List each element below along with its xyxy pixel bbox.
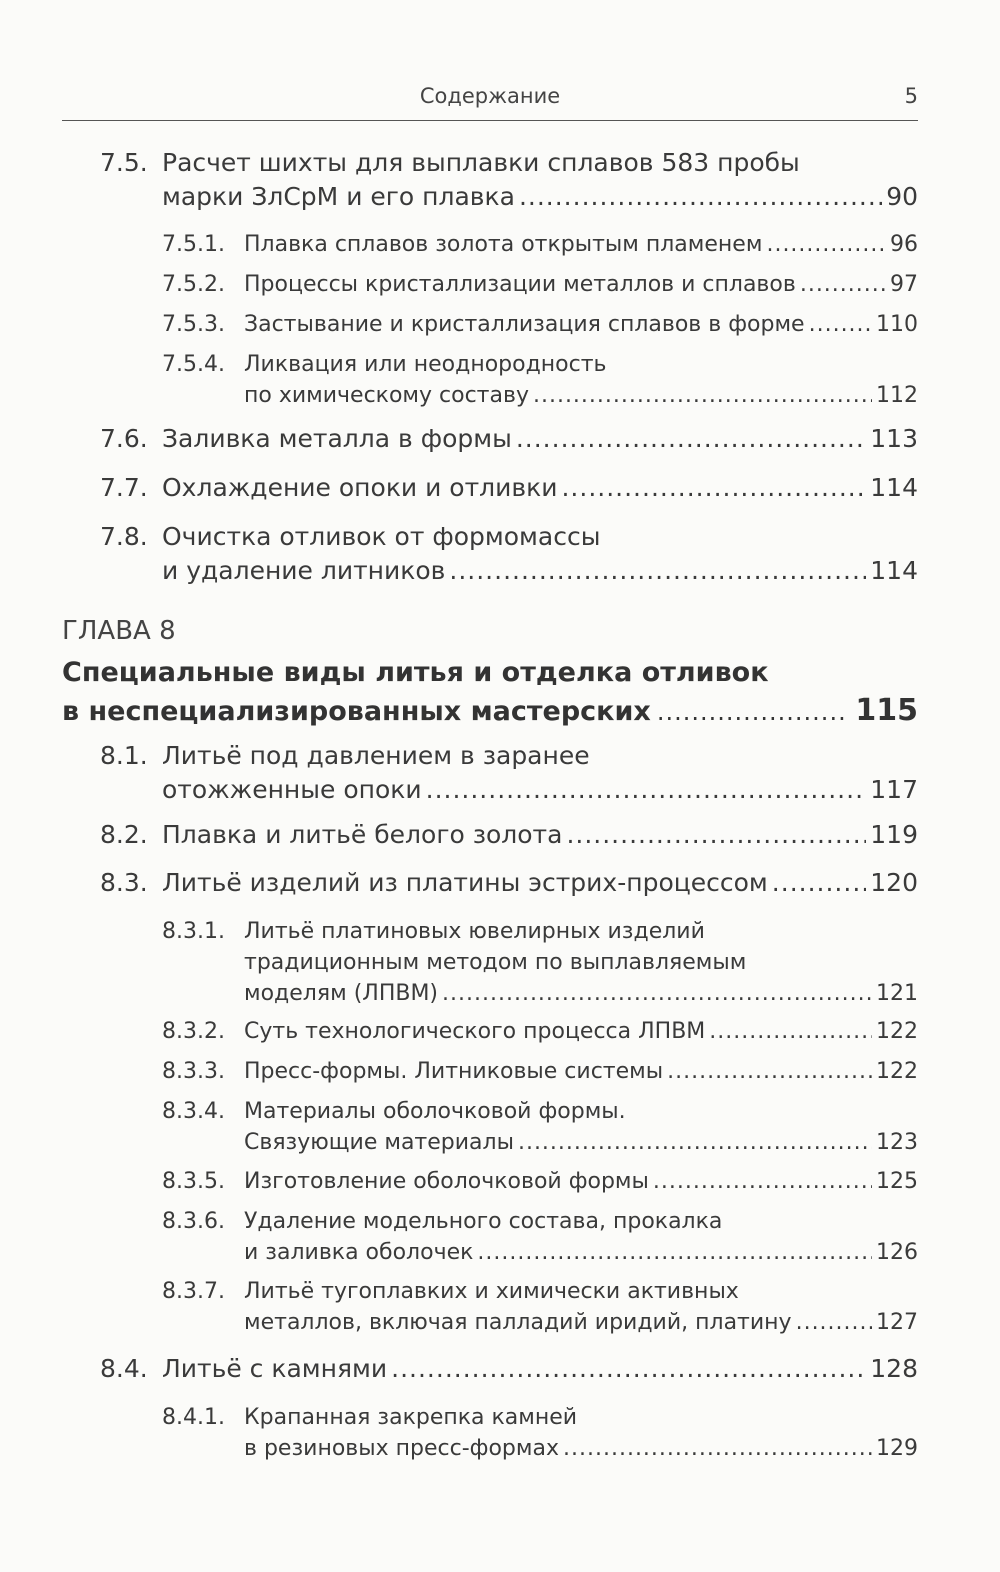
toc-entry[interactable]	[162, 1402, 918, 1464]
toc-entry[interactable]	[162, 1166, 918, 1197]
toc-entry-text: Плавка сплавов золота открытым пламенем	[244, 232, 763, 257]
toc-entry-page: 121	[876, 981, 918, 1006]
toc-entry-number: 8.3.6.	[162, 1209, 225, 1234]
toc-entry-text: Расчет шихты для выплавки сплавов 583 пробы	[162, 148, 800, 177]
toc-entry-text: Удаление модельного состава, прокалка	[244, 1209, 723, 1234]
toc-entry[interactable]	[162, 1016, 918, 1047]
toc-entry-text: Заливка металла в формы	[162, 424, 512, 453]
toc-entry-page: 128	[870, 1354, 918, 1383]
toc-entry-text: Литьё изделий из платины эстрих-процессом	[162, 868, 768, 897]
toc-entry-text: металлов, включая палладий иридий, платину	[244, 1310, 792, 1335]
toc-entry-page: 90	[886, 182, 918, 211]
toc-entry-page: 125	[876, 1169, 918, 1194]
toc-entry[interactable]	[162, 269, 918, 300]
toc-entry-text: традиционным методом по выплавляемым	[244, 950, 747, 975]
toc-entry-text: марки ЗлСрМ и его плавка	[162, 182, 515, 211]
toc-entry-text: Пресс-формы. Литниковые системы	[244, 1059, 664, 1084]
toc-entry-number: 8.3.7.	[162, 1279, 225, 1304]
toc-entry-number: 7.7.	[100, 473, 148, 502]
toc-entry[interactable]	[162, 1056, 918, 1087]
toc-entry-number: 7.5.4.	[162, 352, 225, 377]
toc-entry-text: Застывание и кристаллизация сплавов в форме	[244, 312, 805, 337]
toc-entry[interactable]	[162, 229, 918, 260]
toc-entry-page: 117	[870, 775, 918, 804]
toc-entry-number: 8.3.1.	[162, 919, 225, 944]
chapter-title-text: Специальные виды литья и отделка отливок	[62, 657, 769, 688]
toc-entry-text: Плавка и литьё белого золота	[162, 820, 563, 849]
toc-entry-page: 114	[870, 556, 918, 585]
toc-entry-text: Крапанная закрепка камней	[244, 1405, 578, 1430]
toc-entry-page: 110	[876, 312, 918, 337]
running-head-title: Содержание	[419, 84, 561, 108]
toc-entry-number: 7.8.	[100, 522, 148, 551]
toc-entry-text: Охлаждение опоки и отливки	[162, 473, 558, 502]
toc-entry-number: 8.3.3.	[162, 1059, 225, 1084]
toc-entry-number: 8.3.	[100, 868, 148, 897]
toc-entry[interactable]	[162, 1096, 918, 1158]
toc-entry[interactable]	[162, 1206, 918, 1268]
toc-entry[interactable]	[100, 818, 918, 852]
toc-entry-number: 7.6.	[100, 424, 148, 453]
toc-entry[interactable]	[162, 349, 918, 411]
toc-entry-page: 96	[890, 232, 918, 257]
toc-entry-number: 8.2.	[100, 820, 148, 849]
toc-entry-text: Связующие материалы	[244, 1130, 514, 1155]
toc-entry-text: Суть технологического процесса ЛПВМ	[244, 1019, 706, 1044]
chapter-page: 115	[855, 693, 918, 728]
toc-entry-page: 119	[870, 820, 918, 849]
toc-entry[interactable]	[100, 422, 918, 456]
toc-entry-number: 8.4.1.	[162, 1405, 225, 1430]
toc-entry-page: 127	[876, 1310, 918, 1335]
toc-entry[interactable]	[100, 146, 918, 214]
toc-entry-text: Литьё с камнями	[162, 1354, 388, 1383]
toc-entry-number: 8.1.	[100, 741, 148, 770]
toc-entry-number: 8.3.2.	[162, 1019, 225, 1044]
toc-entry-page: 97	[890, 272, 918, 297]
toc-entry-text: в резиновых пресс-формах	[244, 1436, 559, 1461]
toc-entry[interactable]	[100, 1352, 918, 1386]
toc-entry[interactable]	[162, 309, 918, 340]
toc-entry[interactable]	[100, 739, 918, 807]
toc-entry-text: Литьё тугоплавких и химически активных	[244, 1279, 739, 1304]
toc-entry[interactable]	[100, 520, 918, 588]
toc-entry-text: Литьё под давлением в заранее	[162, 741, 590, 770]
toc-entry-text: отожженные опоки	[162, 775, 422, 804]
toc-entry-text: и заливка оболочек	[244, 1240, 474, 1265]
toc-entry-text: Литьё платиновых ювелирных изделий	[244, 919, 705, 944]
toc-entry-number: 7.5.2.	[162, 272, 225, 297]
toc-entry-page: 123	[876, 1130, 918, 1155]
toc-entry-number: 7.5.	[100, 148, 148, 177]
running-head	[62, 84, 918, 121]
chapter-title[interactable]	[62, 654, 918, 731]
toc-entry-page: 113	[870, 424, 918, 453]
toc-entry-text: по химическому составу	[244, 383, 529, 408]
toc-entry-text: Очистка отливок от формомассы	[162, 522, 601, 551]
toc-entry-number: 7.5.3.	[162, 312, 225, 337]
toc-entry-text: Материалы оболочковой формы.	[244, 1099, 626, 1124]
toc-entry-number: 8.3.5.	[162, 1169, 225, 1194]
toc-entry[interactable]	[162, 1276, 918, 1338]
toc-entry-page: 122	[876, 1019, 918, 1044]
toc-entry-text: Изготовление оболочковой формы	[244, 1169, 649, 1194]
toc-entry-number: 7.5.1.	[162, 232, 225, 257]
toc-entry-text: и удаление литников	[162, 556, 446, 585]
toc-entry-number: 8.3.4.	[162, 1099, 225, 1124]
chapter-label: ГЛАВА 8	[62, 616, 176, 646]
toc-entry-text: Процессы кристаллизации металлов и сплавов	[244, 272, 796, 297]
toc-entry[interactable]	[162, 916, 918, 1009]
toc-entry[interactable]	[100, 866, 918, 900]
toc-entry-page: 122	[876, 1059, 918, 1084]
chapter-title-text: в неспециализированных мастерских	[62, 696, 651, 727]
toc-entry-page: 120	[870, 868, 918, 897]
toc-entry-number: 8.4.	[100, 1354, 148, 1383]
toc-entry[interactable]	[100, 471, 918, 505]
page-number: 5	[904, 84, 918, 108]
toc-entry-text: моделям (ЛПВМ)	[244, 981, 439, 1006]
toc-entry-page: 114	[870, 473, 918, 502]
toc-entry-page: 129	[876, 1436, 918, 1461]
toc-entry-page: 112	[876, 383, 918, 408]
toc-entry-page: 126	[876, 1240, 918, 1265]
toc-entry-text: Ликвация или неоднородность	[244, 352, 607, 377]
